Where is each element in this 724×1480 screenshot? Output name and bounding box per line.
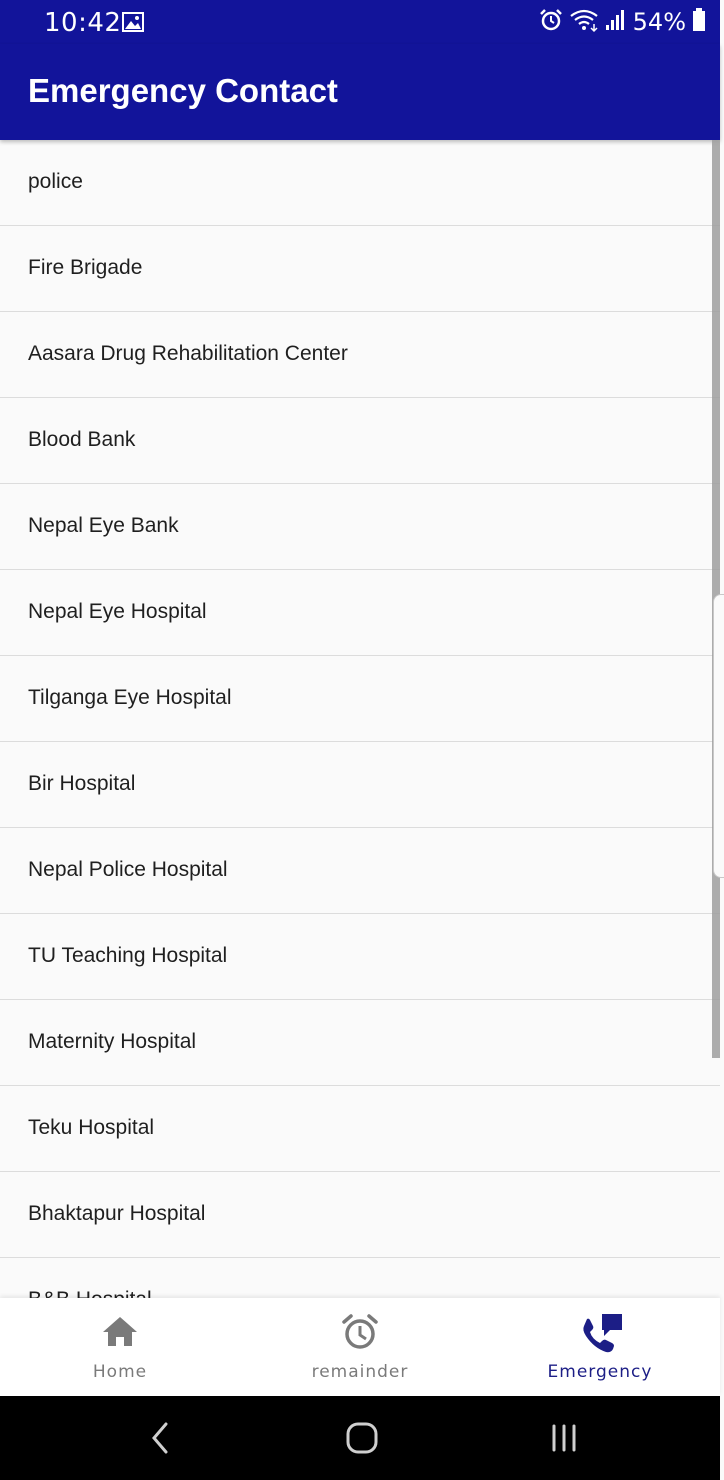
- contact-label: Nepal Police Hospital: [28, 858, 228, 881]
- signal-icon: [605, 9, 625, 36]
- contact-item-teku-hospital[interactable]: [0, 1086, 720, 1172]
- contact-label: Teku Hospital: [28, 1116, 155, 1139]
- status-icons: [539, 6, 706, 38]
- alarm-icon: [539, 8, 563, 37]
- contact-item-nepal-eye-bank[interactable]: [0, 484, 720, 570]
- contact-item-tu-teaching-hospital[interactable]: [0, 914, 720, 1000]
- app-bar: [0, 44, 720, 140]
- contact-label: Bhaktapur Hospital: [28, 1202, 206, 1225]
- contact-label: Bir Hospital: [28, 772, 136, 795]
- recent-apps-icon[interactable]: [546, 1420, 582, 1456]
- contact-item-police[interactable]: [0, 140, 720, 226]
- fast-scroll-handle[interactable]: [713, 594, 724, 878]
- contact-label: Blood Bank: [28, 428, 136, 451]
- emergency-call-icon: [580, 1312, 620, 1352]
- bottom-navigation: [0, 1298, 720, 1396]
- nav-item-home[interactable]: [0, 1298, 240, 1396]
- contact-label: Aasara Drug Rehabilitation Center: [28, 342, 348, 365]
- nav-item-emergency[interactable]: [480, 1298, 720, 1396]
- contact-item-nepal-police-hospital[interactable]: [0, 828, 720, 914]
- contact-item-fire-brigade[interactable]: [0, 226, 720, 312]
- contact-item-bir-hospital[interactable]: [0, 742, 720, 828]
- contact-label: Fire Brigade: [28, 256, 143, 279]
- nav-item-remainder[interactable]: [240, 1298, 480, 1396]
- contact-item-bhaktapur-hospital[interactable]: [0, 1172, 720, 1258]
- nav-label: Home: [92, 1362, 148, 1382]
- gallery-icon: [122, 12, 144, 37]
- battery-icon: [692, 8, 706, 37]
- contact-label: Nepal Eye Hospital: [28, 600, 207, 623]
- contact-label: Nepal Eye Bank: [28, 514, 179, 537]
- contact-label: TU Teaching Hospital: [28, 944, 228, 967]
- page-title: Emergency Contact: [28, 72, 338, 109]
- contact-item-blood-bank[interactable]: [0, 398, 720, 484]
- system-navigation-bar: [0, 1396, 720, 1480]
- contact-label: Tilganga Eye Hospital: [28, 686, 232, 709]
- wifi-icon: [569, 8, 599, 37]
- alarm-clock-icon: [340, 1312, 380, 1352]
- contact-item-tilganga-eye-hospital[interactable]: [0, 656, 720, 742]
- contact-item-nepal-eye-hospital[interactable]: [0, 570, 720, 656]
- contact-label: Maternity Hospital: [28, 1030, 197, 1053]
- home-icon: [100, 1312, 140, 1352]
- nav-label: remainder: [311, 1362, 409, 1382]
- contact-label: police: [28, 170, 83, 193]
- status-time: 10:42: [44, 8, 122, 38]
- contact-item-maternity-hospital[interactable]: [0, 1000, 720, 1086]
- back-icon[interactable]: [142, 1420, 178, 1456]
- home-button-icon[interactable]: [344, 1420, 380, 1456]
- nav-label: Emergency: [547, 1362, 653, 1382]
- contact-list[interactable]: [0, 140, 720, 1298]
- status-bar: [0, 0, 720, 44]
- battery-percentage: 54%: [632, 8, 686, 36]
- contact-item-aasara-drug-rehab[interactable]: [0, 312, 720, 398]
